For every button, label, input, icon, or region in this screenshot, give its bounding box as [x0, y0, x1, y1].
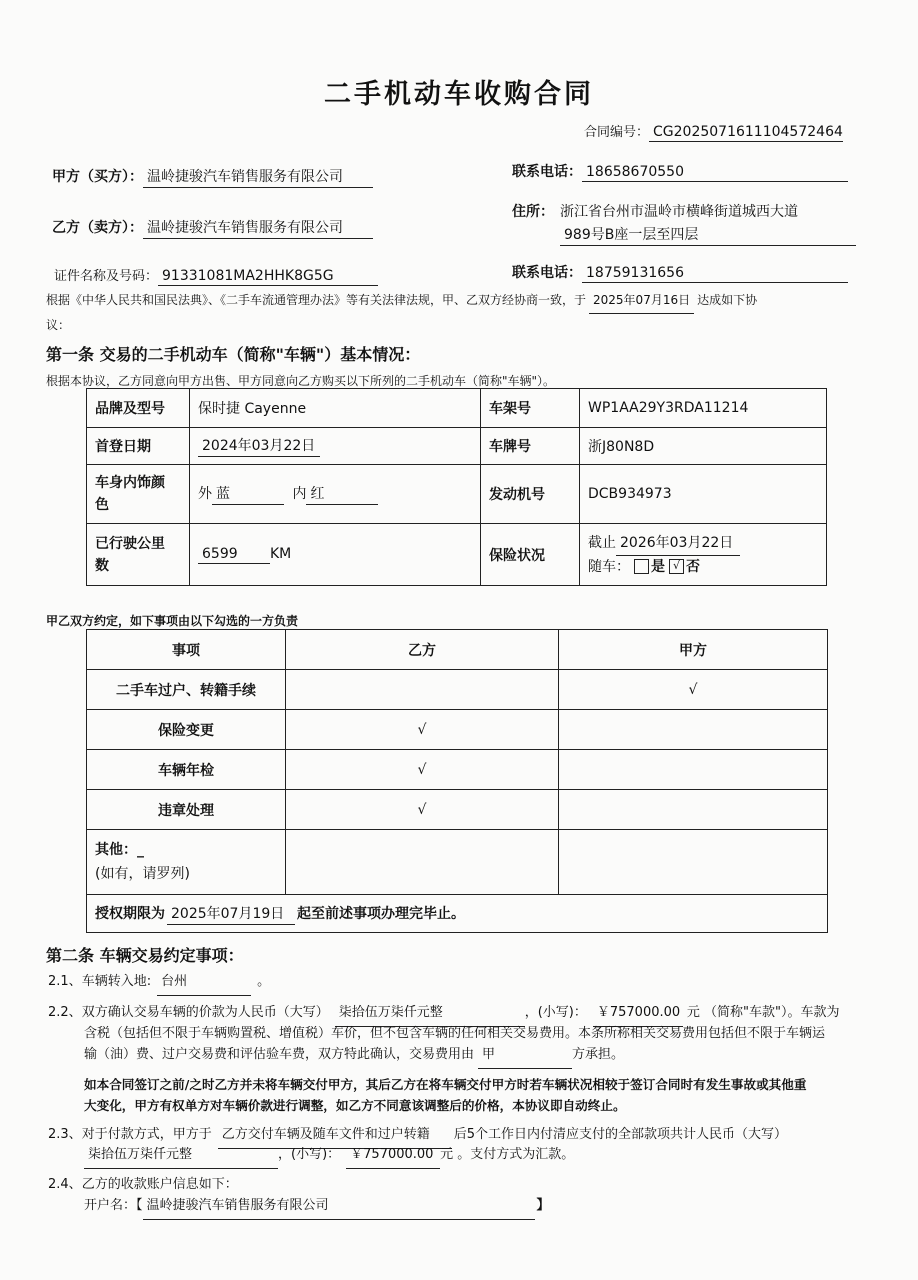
brand-label: 品牌及型号 — [87, 389, 190, 428]
deadline-cell: 授权期限为 2025年07月19日 起至前述事项办理完毕止。 — [87, 895, 828, 933]
header-party-b: 乙方 — [286, 630, 559, 670]
clause-2-2-bold-line1: 如本合同签订之前/之时乙方并未将车辆交付甲方，其后乙方在将车辆交付甲方时若车辆状况相较于签订合同时有发生事故或其他重 — [84, 1077, 807, 1092]
intro-line2: 议： — [46, 318, 71, 332]
clause-2-3-line1: 2.3、对于付款方式，甲方于 乙方交付车辆及随车文件和过户转籍 后5个工作日内付清应支付的全部款项共计人民币（大写） — [48, 1123, 787, 1149]
payment-lowercase: ￥757000.00 — [346, 1143, 440, 1169]
party-a-name: 温岭捷骏汽车销售服务有限公司 — [143, 166, 373, 188]
party-b-id-row: 证件名称及号码： 91331081MA2HHK8G5G — [54, 265, 378, 286]
duties-note: 甲乙双方约定，如下事项由以下勾选的一方负责 — [46, 614, 299, 628]
party-b-address-row: 住所： 浙江省台州市温岭市横峰街道城西大道 — [512, 204, 798, 220]
clause-2-2-line3: 输（油）费、过户交易费和评估验车费，双方特此确认，交易费用由 甲 方承担。 — [84, 1043, 624, 1069]
payment-condition: 乙方交付车辆及随车文件和过户转籍 — [218, 1123, 452, 1149]
vehicle-info-table — [86, 388, 827, 586]
other-party-a — [559, 830, 828, 895]
duty-party-a-mark — [559, 750, 828, 790]
party-b-address-line2-wrap — [560, 224, 856, 246]
duties-table — [86, 629, 828, 933]
other-value: _ — [137, 842, 144, 858]
brand-value: 保时捷 Cayenne — [190, 389, 481, 428]
color-label: 车身内饰颜 色 — [87, 465, 190, 524]
party-a-row: 甲方（买方）： 温岭捷骏汽车销售服务有限公司 — [52, 166, 373, 188]
header-item: 事项 — [87, 630, 286, 670]
party-a-phone-row: 联系电话： 18658670550 — [512, 161, 848, 182]
table-row — [87, 790, 828, 830]
table-row — [87, 830, 828, 895]
party-b-id-value: 91331081MA2HHK8G5G — [158, 268, 378, 286]
table-row — [87, 524, 827, 586]
checkbox-yes[interactable] — [634, 559, 649, 574]
clause-2-2-line1: 2.2、双方确认交易车辆的价款为人民币（大写） 柒拾伍万柒仟元整 ，(小写)： ￥757000.00 元 （简称"车款"）。车款为 — [48, 1001, 839, 1027]
reg-date-cell — [190, 428, 481, 465]
party-b-address-line2: 989号B座一层至四层 — [560, 224, 856, 246]
document-title: 二手机动车收购合同 — [324, 79, 594, 110]
duty-item: 二手车过户、转籍手续 — [87, 670, 286, 710]
table-row — [87, 710, 828, 750]
table-row — [87, 428, 827, 465]
plate-label: 车牌号 — [481, 428, 580, 465]
reg-date-value: 2024年03月22日 — [198, 435, 320, 457]
contract-number-value: CG2025071611104572464 — [649, 124, 843, 142]
price-uppercase: 柒拾伍万柒仟元整 — [335, 1001, 525, 1027]
exterior-color: 蓝 — [212, 483, 284, 505]
engine-label: 发动机号 — [481, 465, 580, 524]
contract-number: 合同编号： CG2025071611104572464 — [584, 124, 843, 140]
duty-party-a-mark — [559, 790, 828, 830]
duty-item: 违章处理 — [87, 790, 286, 830]
reg-date-label: 首登日期 — [87, 428, 190, 465]
intro-date: 2025年07月16日 — [589, 288, 694, 314]
other-party-b — [286, 830, 559, 895]
table-row — [87, 389, 827, 428]
party-b-row: 乙方（卖方）： 温岭捷骏汽车销售服务有限公司 — [52, 217, 373, 239]
deadline-date: 2025年07月19日 — [167, 903, 295, 925]
party-b-name: 温岭捷骏汽车销售服务有限公司 — [143, 217, 373, 239]
plate-value: 浙J80N8D — [580, 428, 827, 465]
clause-2-2-bold-line2: 大变化，甲方有权单方对车辆价款进行调整，如乙方不同意该调整后的价格，本协议即自动终止。 — [84, 1098, 626, 1113]
other-cell: 其他：_ (如有，请罗列) — [87, 830, 286, 895]
transfer-destination: 台州 — [157, 970, 251, 996]
payment-uppercase: 柒拾伍万柒仟元整 — [84, 1143, 278, 1169]
table-header-row — [87, 630, 828, 670]
clause-2-3-line2: 柒拾伍万柒仟元整 ，(小写)： ￥757000.00 元 。支付方式为汇款。 — [84, 1143, 574, 1169]
table-row — [87, 670, 828, 710]
engine-value: DCB934973 — [580, 465, 827, 524]
account-row: 开户名：【 温岭捷骏汽车销售服务有限公司 】 — [84, 1194, 550, 1220]
vin-value: WP1AA29Y3RDA11214 — [580, 389, 827, 428]
party-b-phone: 18759131656 — [582, 265, 848, 283]
mileage-label: 已行驶公里 数 — [87, 524, 190, 586]
duty-party-b-mark: √ — [286, 790, 559, 830]
party-b-phone-row: 联系电话： 18759131656 — [512, 262, 848, 283]
duty-party-a-mark — [559, 710, 828, 750]
duty-party-b-mark — [286, 670, 559, 710]
interior-color: 红 — [306, 483, 378, 505]
mileage-value: 6599 — [198, 546, 270, 564]
color-cell: 外 蓝 内 红 — [190, 465, 481, 524]
price-lowercase: ￥757000.00 — [593, 1001, 683, 1027]
header-party-a: 甲方 — [559, 630, 828, 670]
duty-party-b-mark: √ — [286, 750, 559, 790]
duty-party-a-mark: √ — [559, 670, 828, 710]
clause-2-2-line2: 含税（包括但不限于车辆购置税、增值税）车价，但不包含车辆的任何相关交易费用。本条所称相关交易费用包括但不限于车辆运 — [84, 1026, 826, 1041]
clause-2-4: 2.4、乙方的收款账户信息如下： — [48, 1177, 238, 1192]
intro-line1: 根据《中华人民共和国民法典》、《二手车流通管理办法》等有关法律法规，甲、乙双方经协商一致，于 2025年07月16日 达成如下协 — [46, 288, 757, 314]
table-row — [87, 895, 828, 933]
checkbox-no[interactable]: √ — [669, 559, 684, 574]
party-b-address-line1: 浙江省台州市温岭市横峰街道城西大道 — [560, 204, 798, 220]
article-2-title: 第二条 车辆交易约定事项： — [46, 946, 244, 965]
article-1-title: 第一条 交易的二手机动车（简称"车辆"）基本情况： — [46, 345, 421, 364]
table-row — [87, 465, 827, 524]
duty-item: 保险变更 — [87, 710, 286, 750]
vin-label: 车架号 — [481, 389, 580, 428]
clause-2-1: 2.1、车辆转入地: 台州 。 — [48, 970, 270, 996]
duty-party-b-mark: √ — [286, 710, 559, 750]
table-row — [87, 750, 828, 790]
account-name: 温岭捷骏汽车销售服务有限公司 — [143, 1194, 535, 1220]
mileage-cell: 6599 KM — [190, 524, 481, 586]
fee-payer: 甲 — [478, 1043, 572, 1069]
insurance-cell: 截止 2026年03月22日 随车： 是 √ 否 — [580, 524, 827, 586]
duty-item: 车辆年检 — [87, 750, 286, 790]
party-a-phone: 18658670550 — [582, 164, 848, 182]
article-1-note: 根据本协议，乙方同意向甲方出售、甲方同意向乙方购买以下所列的二手机动车（简称"车辆"）。 — [46, 374, 556, 388]
insurance-label: 保险状况 — [481, 524, 580, 586]
insurance-until: 2026年03月22日 — [616, 532, 740, 556]
